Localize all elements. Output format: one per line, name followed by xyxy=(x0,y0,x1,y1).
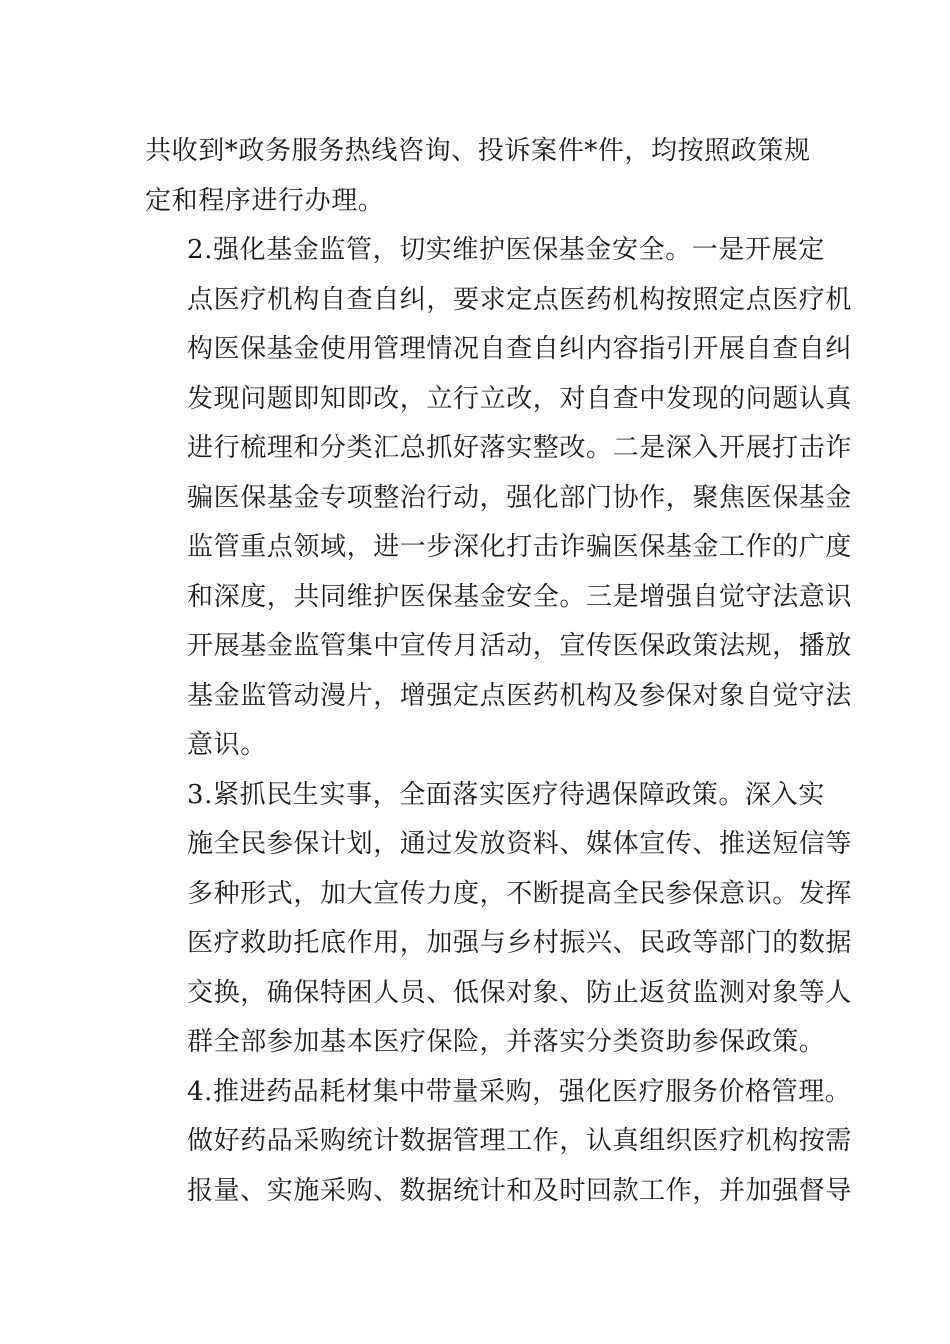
text-line: 做好药品采购统计数据管理工作，认真组织医疗机构按需 xyxy=(187,1126,853,1156)
text-line: 骗医保基金专项整治行动，强化部门协作，聚焦医保基金 xyxy=(187,482,853,513)
document-body xyxy=(145,127,853,1216)
text-line: 定和程序进行办理。 xyxy=(145,185,385,216)
paragraph-livelihood-insurance xyxy=(145,771,853,1068)
text-line: 共收到*政务服务热线咨询、投诉案件*件，均按照政策规 xyxy=(145,136,811,166)
text-line: 报量、实施采购、数据统计和及时回款工作，并加强督导 xyxy=(187,1175,853,1206)
text-line: 交换，确保特困人员、低保对象、防止返贫监测对象等人 xyxy=(187,977,853,1008)
text-line: 点医疗机构自查自纠，要求定点医药机构按照定点医疗机 xyxy=(187,284,853,315)
text-line: 进行梳理和分类汇总抓好落实整改。二是深入开展打击诈 xyxy=(187,433,853,463)
paragraph-fund-supervision xyxy=(145,226,853,771)
text-line: 和深度，共同维护医保基金安全。三是增强自觉守法意识 xyxy=(187,581,853,612)
text-line: 医疗救助托底作用，加强与乡村振兴、民政等部门的数据 xyxy=(187,928,853,958)
text-line: 2.强化基金监管，切实维护医保基金安全。一是开展定 xyxy=(187,235,825,265)
paragraph-hotline-cases xyxy=(145,127,825,226)
text-line: 构医保基金使用管理情况自查自纠内容指引开展自查自纠 xyxy=(187,334,853,364)
text-line: 群全部参加基本医疗保险，并落实分类资助参保政策。 xyxy=(187,1027,826,1057)
text-line: 3.紧抓民生实事，全面落实医疗待遇保障政策。深入实 xyxy=(187,779,825,810)
text-line: 开展基金监管集中宣传月活动，宣传医保政策法规，播放 xyxy=(187,631,853,661)
text-line: 意识。 xyxy=(187,730,267,760)
text-line: 监管重点领域，进一步深化打击诈骗医保基金工作的广度 xyxy=(187,532,853,562)
text-line: 发现问题即知即改，立行立改，对自查中发现的问题认真 xyxy=(187,383,853,414)
paragraph-drug-procurement xyxy=(145,1068,853,1217)
text-line: 施全民参保计划，通过发放资料、媒体宣传、推送短信等 xyxy=(187,829,853,859)
text-line: 4.推进药品耗材集中带量采购，强化医疗服务价格管理。 xyxy=(187,1076,852,1107)
text-line: 多种形式，加大宣传力度，不断提高全民参保意识。发挥 xyxy=(187,878,853,909)
text-line: 基金监管动漫片，增强定点医药机构及参保对象自觉守法 xyxy=(187,680,853,711)
